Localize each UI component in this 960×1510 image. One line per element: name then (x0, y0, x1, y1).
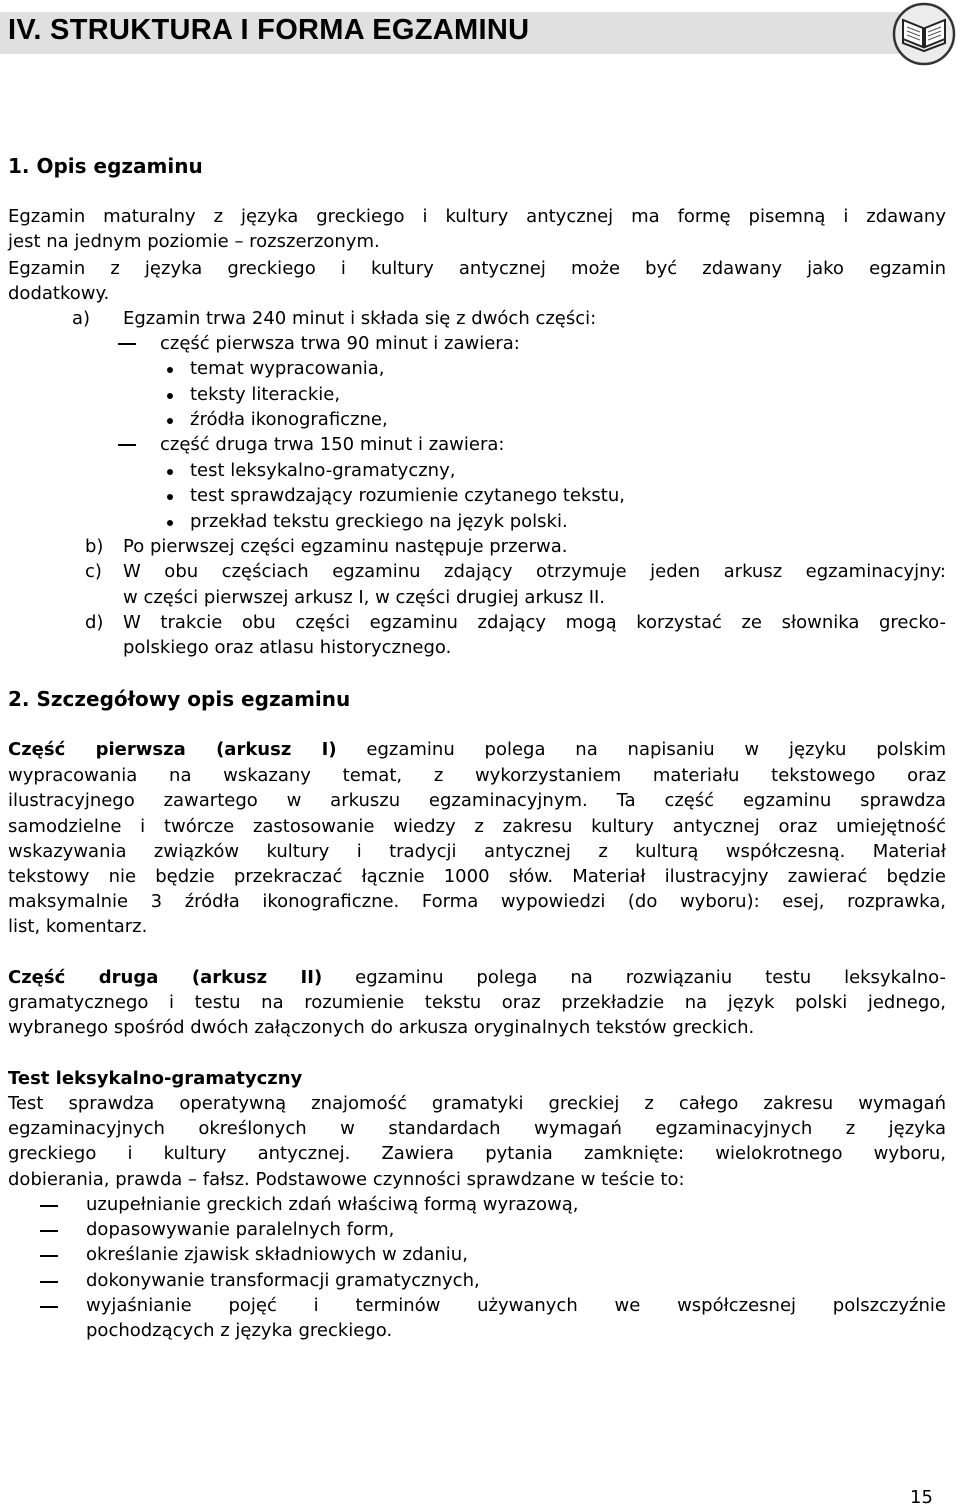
part-1-text: część pierwsza trwa 90 minut i zawiera: (160, 333, 520, 354)
bullet (167, 418, 173, 424)
dash-marker (118, 444, 136, 446)
intro-line: Egzamin z języka greckiego i kultury antycznej może być zdawany jako egzamin (8, 258, 946, 279)
paragraph-line (8, 738, 946, 762)
section-1-heading: 1. Opis egzaminu (8, 154, 203, 178)
item-a-marker: a) (72, 308, 91, 329)
paragraph-line: wskazywania związków kultury i tradycji antycznej z kulturą współczesną. Materiał (8, 841, 946, 862)
test-heading: Test leksykalno-gramatyczny (8, 1068, 303, 1089)
intro-line: jest na jednym poziomie – rozszerzonym. (8, 231, 380, 252)
paragraph-line: Test sprawdza operatywną znajomość gramatyki greckiej z całego zakresu wymagań (8, 1093, 946, 1114)
list-item: przekład tekstu greckiego na język polski. (190, 511, 568, 532)
paragraph-line: wypracowania na wskazany temat, z wykorzystaniem materiału tekstowego oraz (8, 765, 946, 786)
item-d-text: W trakcie obu części egzaminu zdający mogą korzystać ze słownika grecko- (123, 612, 946, 633)
item-a-text: Egzamin trwa 240 minut i składa się z dwóch części: (123, 308, 597, 329)
dash-marker (40, 1230, 58, 1232)
item-d-text: polskiego oraz atlasu historycznego. (123, 637, 452, 658)
paragraph-line: maksymalnie 3 źródła ikonograficzne. Forma wypowiedzi (do wyboru): esej, rozprawka, (8, 891, 946, 912)
paragraph-line: greckiego i kultury antycznej. Zawiera pytania zamknięte: wielokrotnego wyboru, (8, 1143, 946, 1164)
bullet (167, 520, 173, 526)
skill-item: dokonywanie transformacji gramatycznych, (86, 1270, 480, 1291)
bullet (167, 494, 173, 500)
dash-marker (40, 1205, 58, 1207)
book-icon (892, 2, 956, 66)
skill-item: dopasowywanie paralelnych form, (86, 1219, 395, 1240)
list-item: test sprawdzający rozumienie czytanego tekstu, (190, 485, 625, 506)
part-1-label: Część pierwsza (arkusz I) (8, 739, 337, 760)
chapter-title: IV. STRUKTURA I FORMA EGZAMINU (8, 14, 530, 46)
skill-item: pochodzących z języka greckiego. (86, 1320, 393, 1341)
paragraph-text: egzaminu polega na napisaniu w języku polskim (366, 739, 946, 760)
skill-item: określanie zjawisk składniowych w zdaniu, (86, 1244, 468, 1265)
skill-item: wyjaśnianie pojęć i terminów używanych we współczesnej polszczyźnie (86, 1295, 946, 1316)
paragraph-line: gramatycznego i testu na rozumienie tekstu oraz przekładzie na język polski jednego, (8, 992, 946, 1013)
intro-line: Egzamin maturalny z języka greckiego i kultury antycznej ma formę pisemną i zdawany (8, 206, 946, 227)
dash-marker (40, 1306, 58, 1308)
section-2-heading: 2. Szczegółowy opis egzaminu (8, 687, 351, 711)
paragraph-line: wybranego spośród dwóch załączonych do arkusza oryginalnych tekstów greckich. (8, 1017, 755, 1038)
list-item: temat wypracowania, (190, 358, 385, 379)
item-c-text: W obu częściach egzaminu zdający otrzymuje jeden arkusz egzaminacyjny: (123, 561, 946, 582)
item-c-text: w części pierwszej arkusz I, w części drugiej arkusz II. (123, 587, 606, 608)
list-item: źródła ikonograficzne, (190, 409, 388, 430)
bullet (167, 367, 173, 373)
part-2-label: Część druga (arkusz II) (8, 967, 323, 988)
list-item: test leksykalno-gramatyczny, (190, 460, 456, 481)
part-2-text: część druga trwa 150 minut i zawiera: (160, 434, 505, 455)
item-b-marker: b) (85, 536, 104, 557)
item-d-marker: d) (85, 612, 104, 633)
intro-line: dodatkowy. (8, 283, 110, 304)
item-b-text: Po pierwszej części egzaminu następuje przerwa. (123, 536, 568, 557)
bullet (167, 469, 173, 475)
list-item: teksty literackie, (190, 384, 341, 405)
paragraph-line: ilustracyjnego zawartego w arkuszu egzaminacyjnym. Ta część egzaminu sprawdza (8, 790, 946, 811)
paragraph-line: egzaminacyjnych określonych w standardach wymagań egzaminacyjnych z języka (8, 1118, 946, 1139)
dash-marker (118, 343, 136, 345)
item-c-marker: c) (85, 561, 102, 582)
skill-item: uzupełnianie greckich zdań właściwą formą wyrazową, (86, 1194, 579, 1215)
paragraph-line (8, 966, 946, 990)
paragraph-line: dobierania, prawda – fałsz. Podstawowe czynności sprawdzane w teście to: (8, 1169, 685, 1190)
bullet (167, 393, 173, 399)
paragraph-text: egzaminu polega na rozwiązaniu testu leksykalno- (355, 967, 946, 988)
page-number: 15 (910, 1487, 933, 1508)
paragraph-line: list, komentarz. (8, 916, 148, 937)
paragraph-line: tekstowy nie będzie przekraczać łącznie 1000 słów. Materiał ilustracyjny zawierać będzie (8, 866, 946, 887)
dash-marker (40, 1281, 58, 1283)
paragraph-line: samodzielne i twórcze zastosowanie wiedzy z zakresu kultury antycznej oraz umiejętność (8, 816, 946, 837)
dash-marker (40, 1255, 58, 1257)
